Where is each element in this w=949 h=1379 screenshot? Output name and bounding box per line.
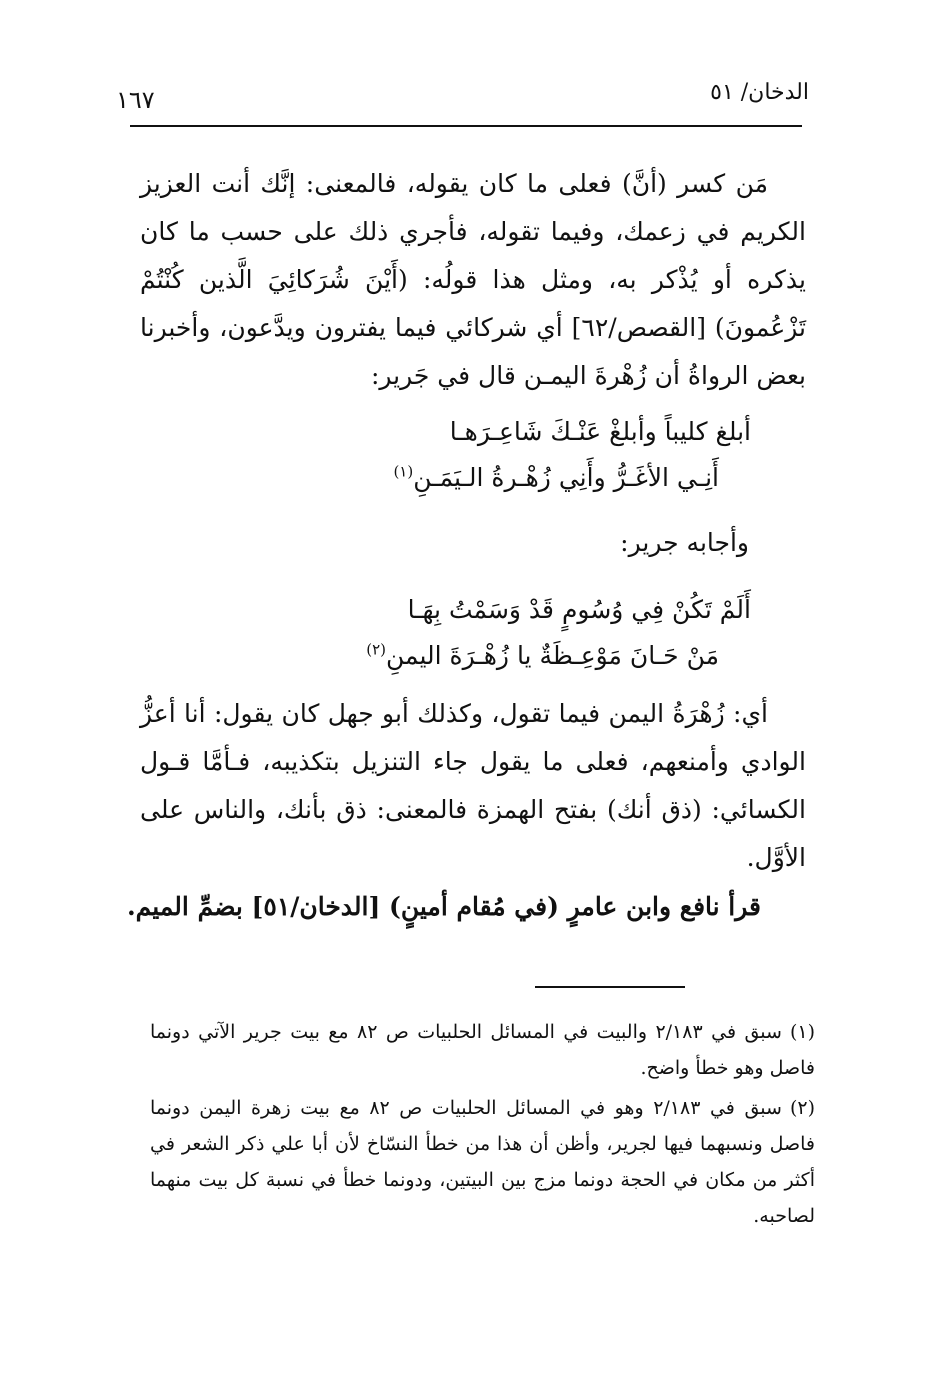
- footnote-2: [150, 1090, 815, 1234]
- header-rule: [130, 125, 802, 127]
- footnote-1-text: سبق في ٢/١٨٣ والبيت في المسائل الحلبيات ص ٨٢ مع بيت جرير الآتي دونما فاصل وهو خطأ واضح.: [150, 1021, 815, 1079]
- verse-1-line-2-text: أَنِـي الأغَـرُّ وأَنِي زُهْـرةُ الـيَمَـنِ: [413, 463, 719, 492]
- verse-2-intro: وأجابه جرير:: [620, 528, 749, 557]
- footnote-1-number: (١): [789, 1021, 816, 1043]
- verse-2-line-2: [366, 636, 719, 676]
- paragraph-2-text: أي: زُهْرَةُ اليمن فيما تقول، وكذلك أبو جهل كان يقول: أنا أعزُّ الوادي وأمنعهم، فعلى ما يقول جاء التنزيل بتكذيبه، فـأمَّا قـول الكسائي: (ذق أنك) بفتح الهمزة فالمعنى: ذق بأنك، والناس على الأوَّل.: [140, 699, 806, 872]
- paragraph-1: [140, 160, 806, 400]
- footnote-ref-1[interactable]: (١): [393, 462, 414, 481]
- footnote-1: [150, 1014, 815, 1086]
- footnote-rule: [535, 986, 685, 988]
- verse-2-line-1: أَلَمْ تَكُنْ فِي وُسُومٍ قَدْ وَسَمْتُ بِهَـا: [407, 595, 751, 624]
- footnote-2-number: (٢): [789, 1097, 816, 1119]
- paragraph-2: [140, 690, 806, 882]
- paragraph-1-text: مَن كسر (أنَّ) فعلى ما كان يقوله، فالمعنى: إنَّك أنت العزيز الكريم في زعمك، وفيما تقوله، فأجري ذلك على حسب ما كان يذكره أو يُذْكر به، ومثل هذا قولُه: (أَيْنَ شُرَكائِيَ الَّذين كُنْتُمْ تَزْعُمونَ) [القصص/٦٢] أي شركائي فيما يفترون ويدَّعون، وأخبرنا بعض الرواةُ أن زُهْرةَ اليمـن قال في جَرير:: [140, 169, 806, 390]
- verse-1-line-1: أبلغ كليباً وأبلغْ عَنْـكَ شَاعِـرَهـا: [449, 417, 751, 446]
- reading-heading: قرأ نافع وابن عامرٍ (في مُقام أمينٍ) [الدخان/٥١] بضمِّ الميم.: [126, 892, 761, 921]
- running-header-title: الدخان/ ٥١: [710, 80, 809, 105]
- page-number: ١٦٧: [116, 86, 155, 114]
- footnote-ref-2[interactable]: (٢): [366, 640, 386, 659]
- verse-1-line-2: [393, 458, 719, 498]
- footnote-2-text: سبق في ٢/١٨٣ وهو في المسائل الحلبيات ص ٨٢ مع بيت زهرة اليمن دونما فاصل ونسبهما فيها لجرير، وأظن أن هذا من خطأ النسّاخ لأن أبا علي ذكر الشعر في أكثر من مكان في الحجة دونما مزج بين البيتين، ودونما خطأ في نسبة كل بيت منهما لصاحبه.: [150, 1097, 815, 1227]
- verse-2-line-2-text: مَنْ حَـانَ مَوْعِـظَةٌ يا زُهْـرَةَ اليمنِ: [385, 641, 719, 670]
